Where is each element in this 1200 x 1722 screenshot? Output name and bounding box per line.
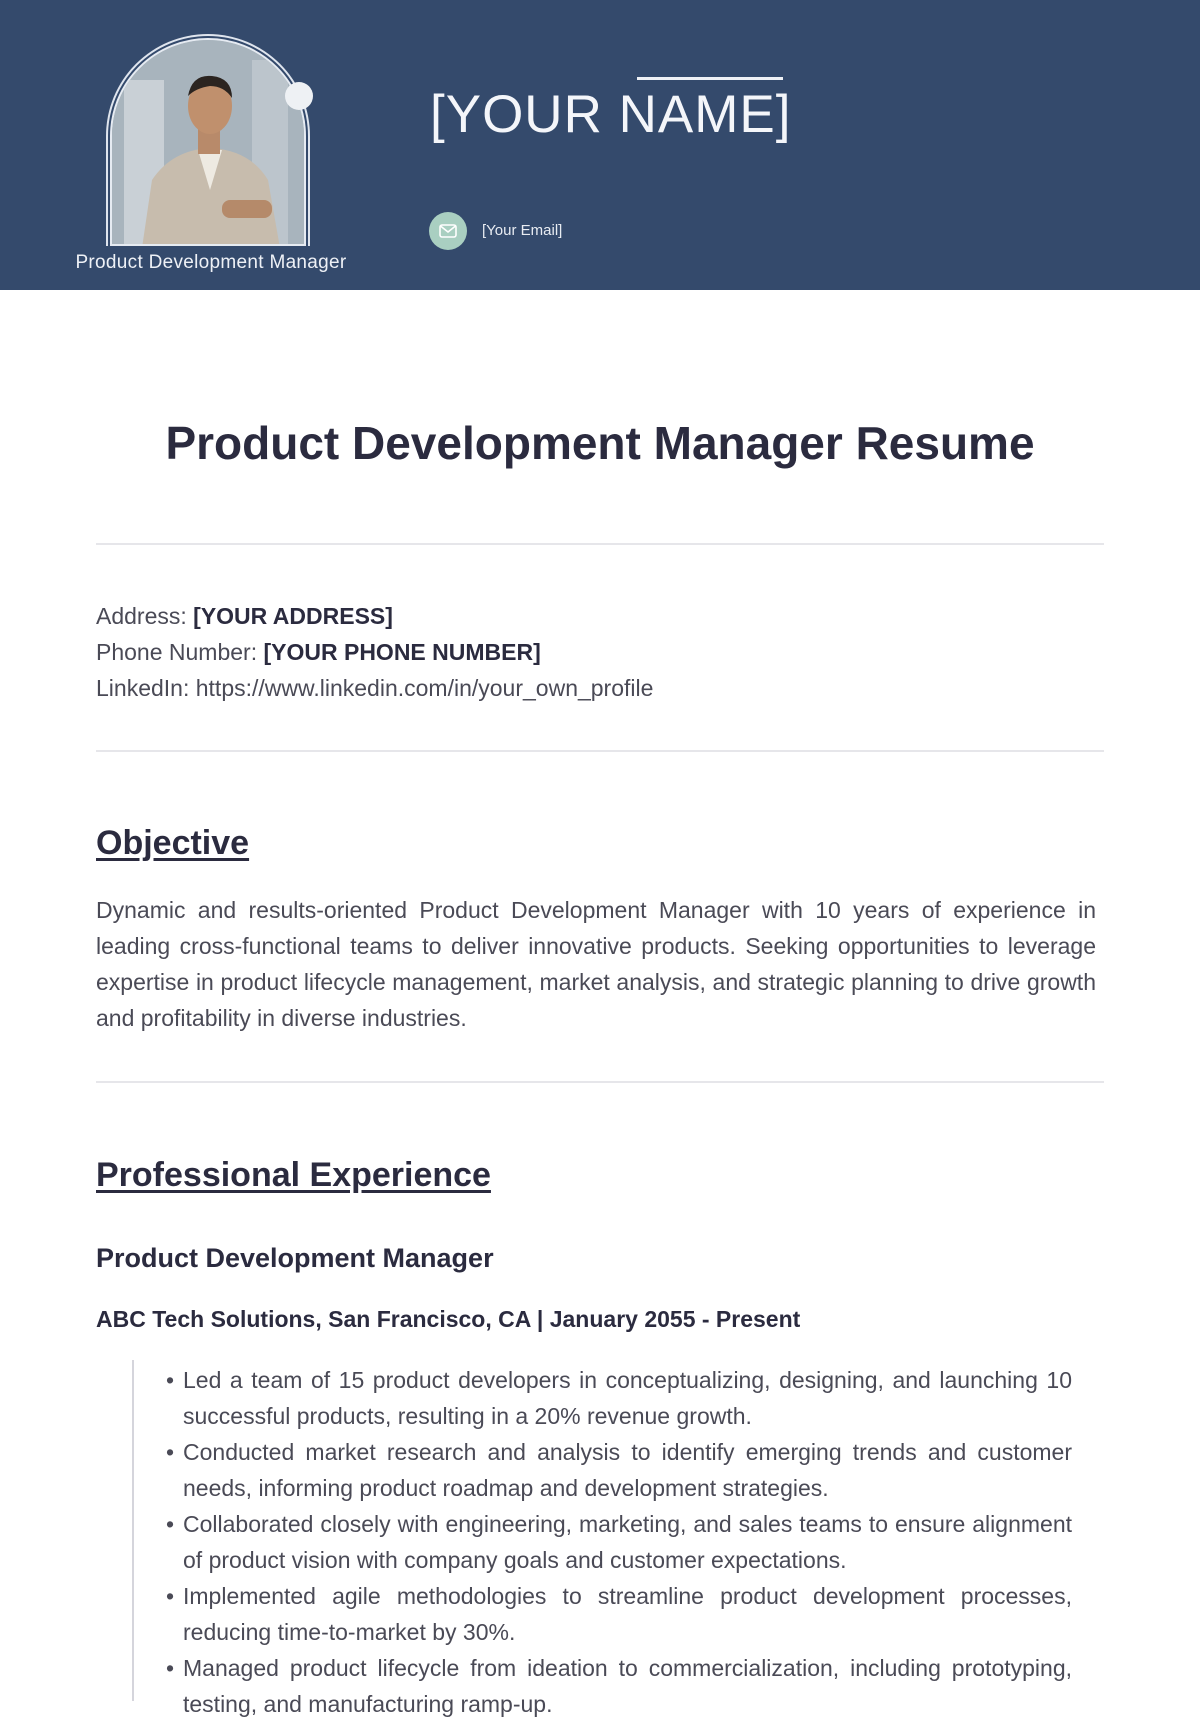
bullet-list-bar — [132, 1360, 134, 1701]
address-line — [96, 598, 653, 634]
list-item: • Conducted market research and analysis to identify emerging trends and customer needs, informing product roadmap and development strategies. — [166, 1434, 1072, 1506]
phone-label: Phone Number: — [96, 639, 264, 665]
experience-heading: Professional Experience — [96, 1156, 491, 1194]
list-item: • Implemented agile methodologies to streamline product development processes, reducing time-to-market by 30%. — [166, 1578, 1072, 1650]
address-label: Address: — [96, 603, 194, 629]
email-address: [Your Email] — [482, 222, 563, 239]
job-title: Product Development Manager — [96, 1243, 494, 1273]
divider — [96, 543, 1104, 545]
phone-value: [YOUR PHONE NUMBER] — [263, 639, 541, 665]
objective-text: Dynamic and results-oriented Product Development Manager with 10 years of experience in leading cross-functional teams to deliver innovative products. Seeking opportunities to leverage expertise in product lifecycle management, market analysis, and strategic planning to drive growth and profitability in diverse industries. — [96, 897, 1096, 1031]
job-company-dates: ABC Tech Solutions, San Francisco, CA | January 2055 - Present — [96, 1306, 801, 1332]
phone-line — [96, 634, 653, 670]
linkedin-label: LinkedIn: — [96, 675, 196, 701]
responsibility-list — [166, 1362, 1072, 1722]
email-icon — [429, 212, 467, 250]
document-title: Product Development Manager Resume — [165, 417, 1035, 469]
divider — [96, 750, 1104, 752]
list-item: • Collaborated closely with engineering, marketing, and sales teams to ensure alignment of product vision with company goals and customer expectations. — [166, 1506, 1072, 1578]
resume-header — [0, 0, 1200, 290]
decorative-dot — [285, 82, 313, 110]
header-role: Product Development Manager — [75, 252, 347, 273]
list-item: • Managed product lifecycle from ideation to commercialization, including prototyping, testing, and manufacturing ramp-up. — [166, 1650, 1072, 1722]
linkedin-url[interactable]: https://www.linkedin.com/in/your_own_profile — [195, 675, 654, 701]
divider — [96, 1081, 1104, 1083]
profile-photo — [110, 38, 306, 246]
name-overline — [637, 77, 783, 80]
objective-heading: Objective — [96, 824, 250, 862]
applicant-name: [YOUR NAME] — [430, 85, 792, 144]
list-item: • Led a team of 15 product developers in conceptualizing, designing, and launching 10 successful products, resulting in a 20% revenue growth. — [166, 1362, 1072, 1434]
linkedin-line — [96, 670, 653, 706]
contact-block — [96, 598, 653, 706]
address-value: [YOUR ADDRESS] — [193, 603, 393, 629]
